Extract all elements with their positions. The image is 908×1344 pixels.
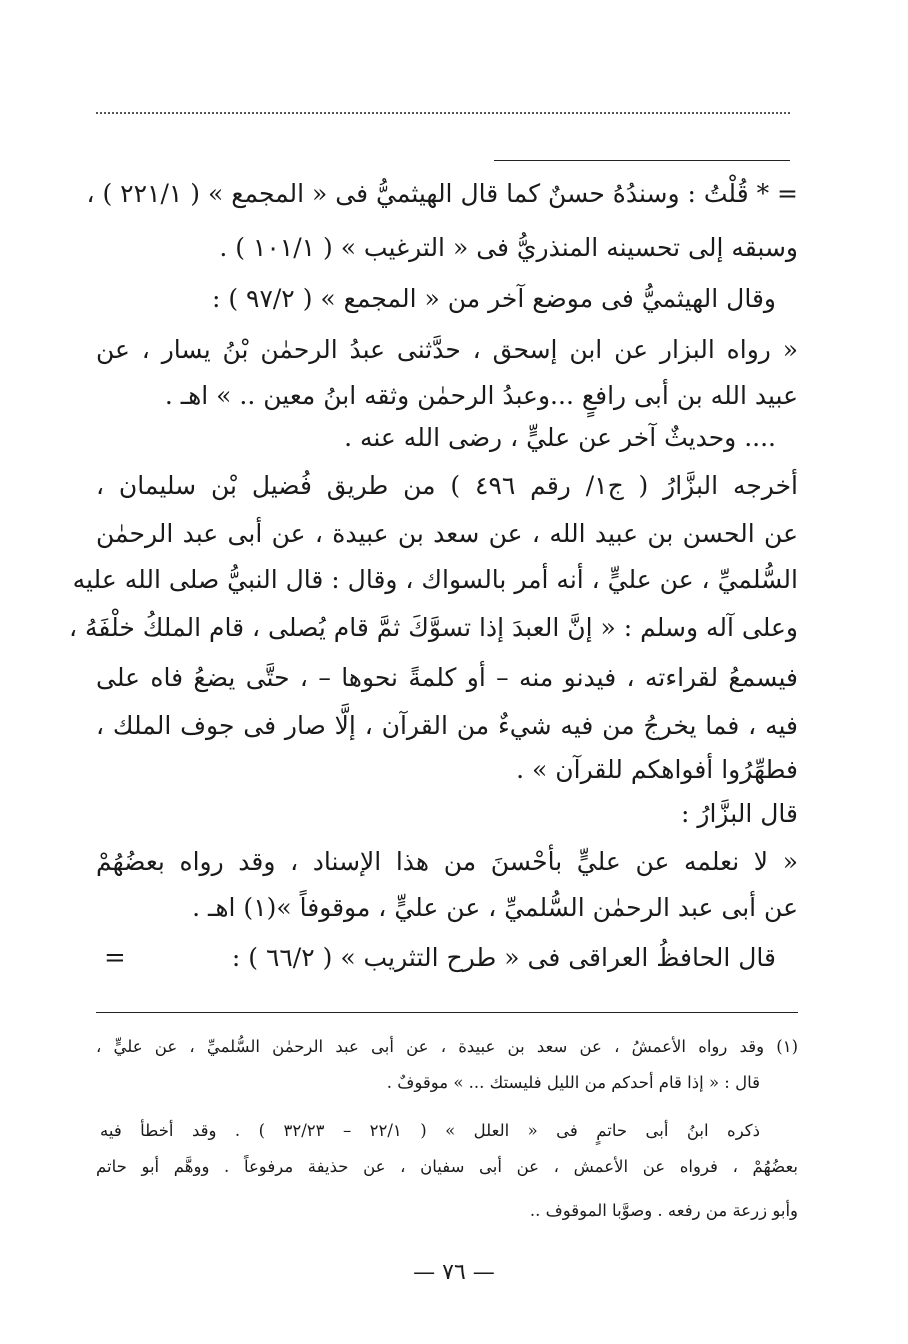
body-line-9: السُّلميِّ ، عن عليٍّ ، أنه أمر بالسواك ، وقال : قال النبيُّ صلى الله عليه xyxy=(72,565,798,594)
page-number: — ٧٦ — xyxy=(413,1260,495,1285)
body-line-17: قال الحافظُ العراقى فى « طرح التثريب » ( ٦٦/٢ ) : xyxy=(231,943,776,972)
body-line-14: قال البزَّارُ : xyxy=(681,799,798,828)
continuation-mark: = xyxy=(104,943,126,973)
body-line-1: = * قُلْتُ : وسندُهُ حسنٌ كما قال الهيثميُّ فى « المجمع » ( ٢٢١/١ ) ، xyxy=(86,179,798,208)
header-dotted-rule xyxy=(96,112,790,114)
body-line-16: عن أبى عبد الرحمٰن السُّلميِّ ، عن عليٍّ ، موقوفاً »(١) اهـ . xyxy=(192,893,798,922)
body-line-13: فطهِّرُوا أفواهكم للقرآن » . xyxy=(516,755,798,784)
body-line-7: أخرجه البزَّارُ ( ج١/ رقم ٤٩٦ ) من طريق فُضيل بْن سليمان ، xyxy=(96,471,798,500)
body-line-11: فيسمعُ لقراءته ، فيدنو منه – أو كلمةً نحوها – ، حتَّى يضعُ فاه على xyxy=(96,663,798,692)
body-line-10: وعلى آله وسلم : « إنَّ العبدَ إذا تسوَّكَ ثمَّ قام يُصلى ، قام الملكُ خلْفَهُ ، xyxy=(69,613,798,642)
body-line-3: وقال الهيثميُّ فى موضع آخر من « المجمع » ( ٩٧/٢ ) : xyxy=(211,284,776,313)
footnote-line-5: وأبو زرعة من رفعه . وصوَّبا الموقوف .. xyxy=(529,1201,798,1220)
body-line-15: « لا نعلمه عن عليٍّ بأحْسنَ من هذا الإسناد ، وقد رواه بعضُهُمْ xyxy=(96,847,798,876)
body-line-2: وسبقه إلى تحسينه المنذريُّ فى « الترغيب » ( ١٠١/١ ) . xyxy=(219,233,798,262)
footnote-line-3: ذكره ابنُ أبى حاتمٍ فى « العلل » ( ٢٢/١ – ٣٢/٢٣ ) . وقد أخطأ فيه xyxy=(100,1121,761,1140)
top-separator-rule xyxy=(494,160,790,161)
body-line-4: « رواه البزار عن ابن إسحق ، حدَّثنى عبدُ الرحمٰن بْنُ يسار ، عن xyxy=(96,335,798,364)
footnote-line-4: بعضُهُمْ ، فرواه عن الأعمش ، عن أبى سفيان ، عن حذيفة مرفوعاً . ووهَّم أبو حاتم xyxy=(96,1157,798,1176)
footnote-separator-rule xyxy=(96,1012,798,1013)
body-line-5: عبيد الله بن أبى رافعٍ ...وعبدُ الرحمٰن وثقه ابنُ معين .. » اهـ . xyxy=(164,381,798,410)
footnote-line-2: قال : « إذا قام أحدكم من الليل فليستك ... » موقوفٌ . xyxy=(386,1073,760,1092)
body-line-8: عن الحسن بن عبيد الله ، عن سعد بن عبيدة ، عن أبى عبد الرحمٰن xyxy=(96,519,798,548)
footnote-line-1: (١) وقد رواه الأعمشُ ، عن سعد بن عبيدة ، عن أبى عبد الرحمٰن السُّلميِّ ، عن عليٍّ ، xyxy=(96,1037,798,1056)
body-line-12: فيه ، فما يخرجُ من فيه شيءٌ من القرآن ، إلَّا صار فى جوف الملك ، xyxy=(96,711,798,740)
body-line-6: .... وحديثٌ آخر عن عليٍّ ، رضى الله عنه . xyxy=(344,423,776,452)
